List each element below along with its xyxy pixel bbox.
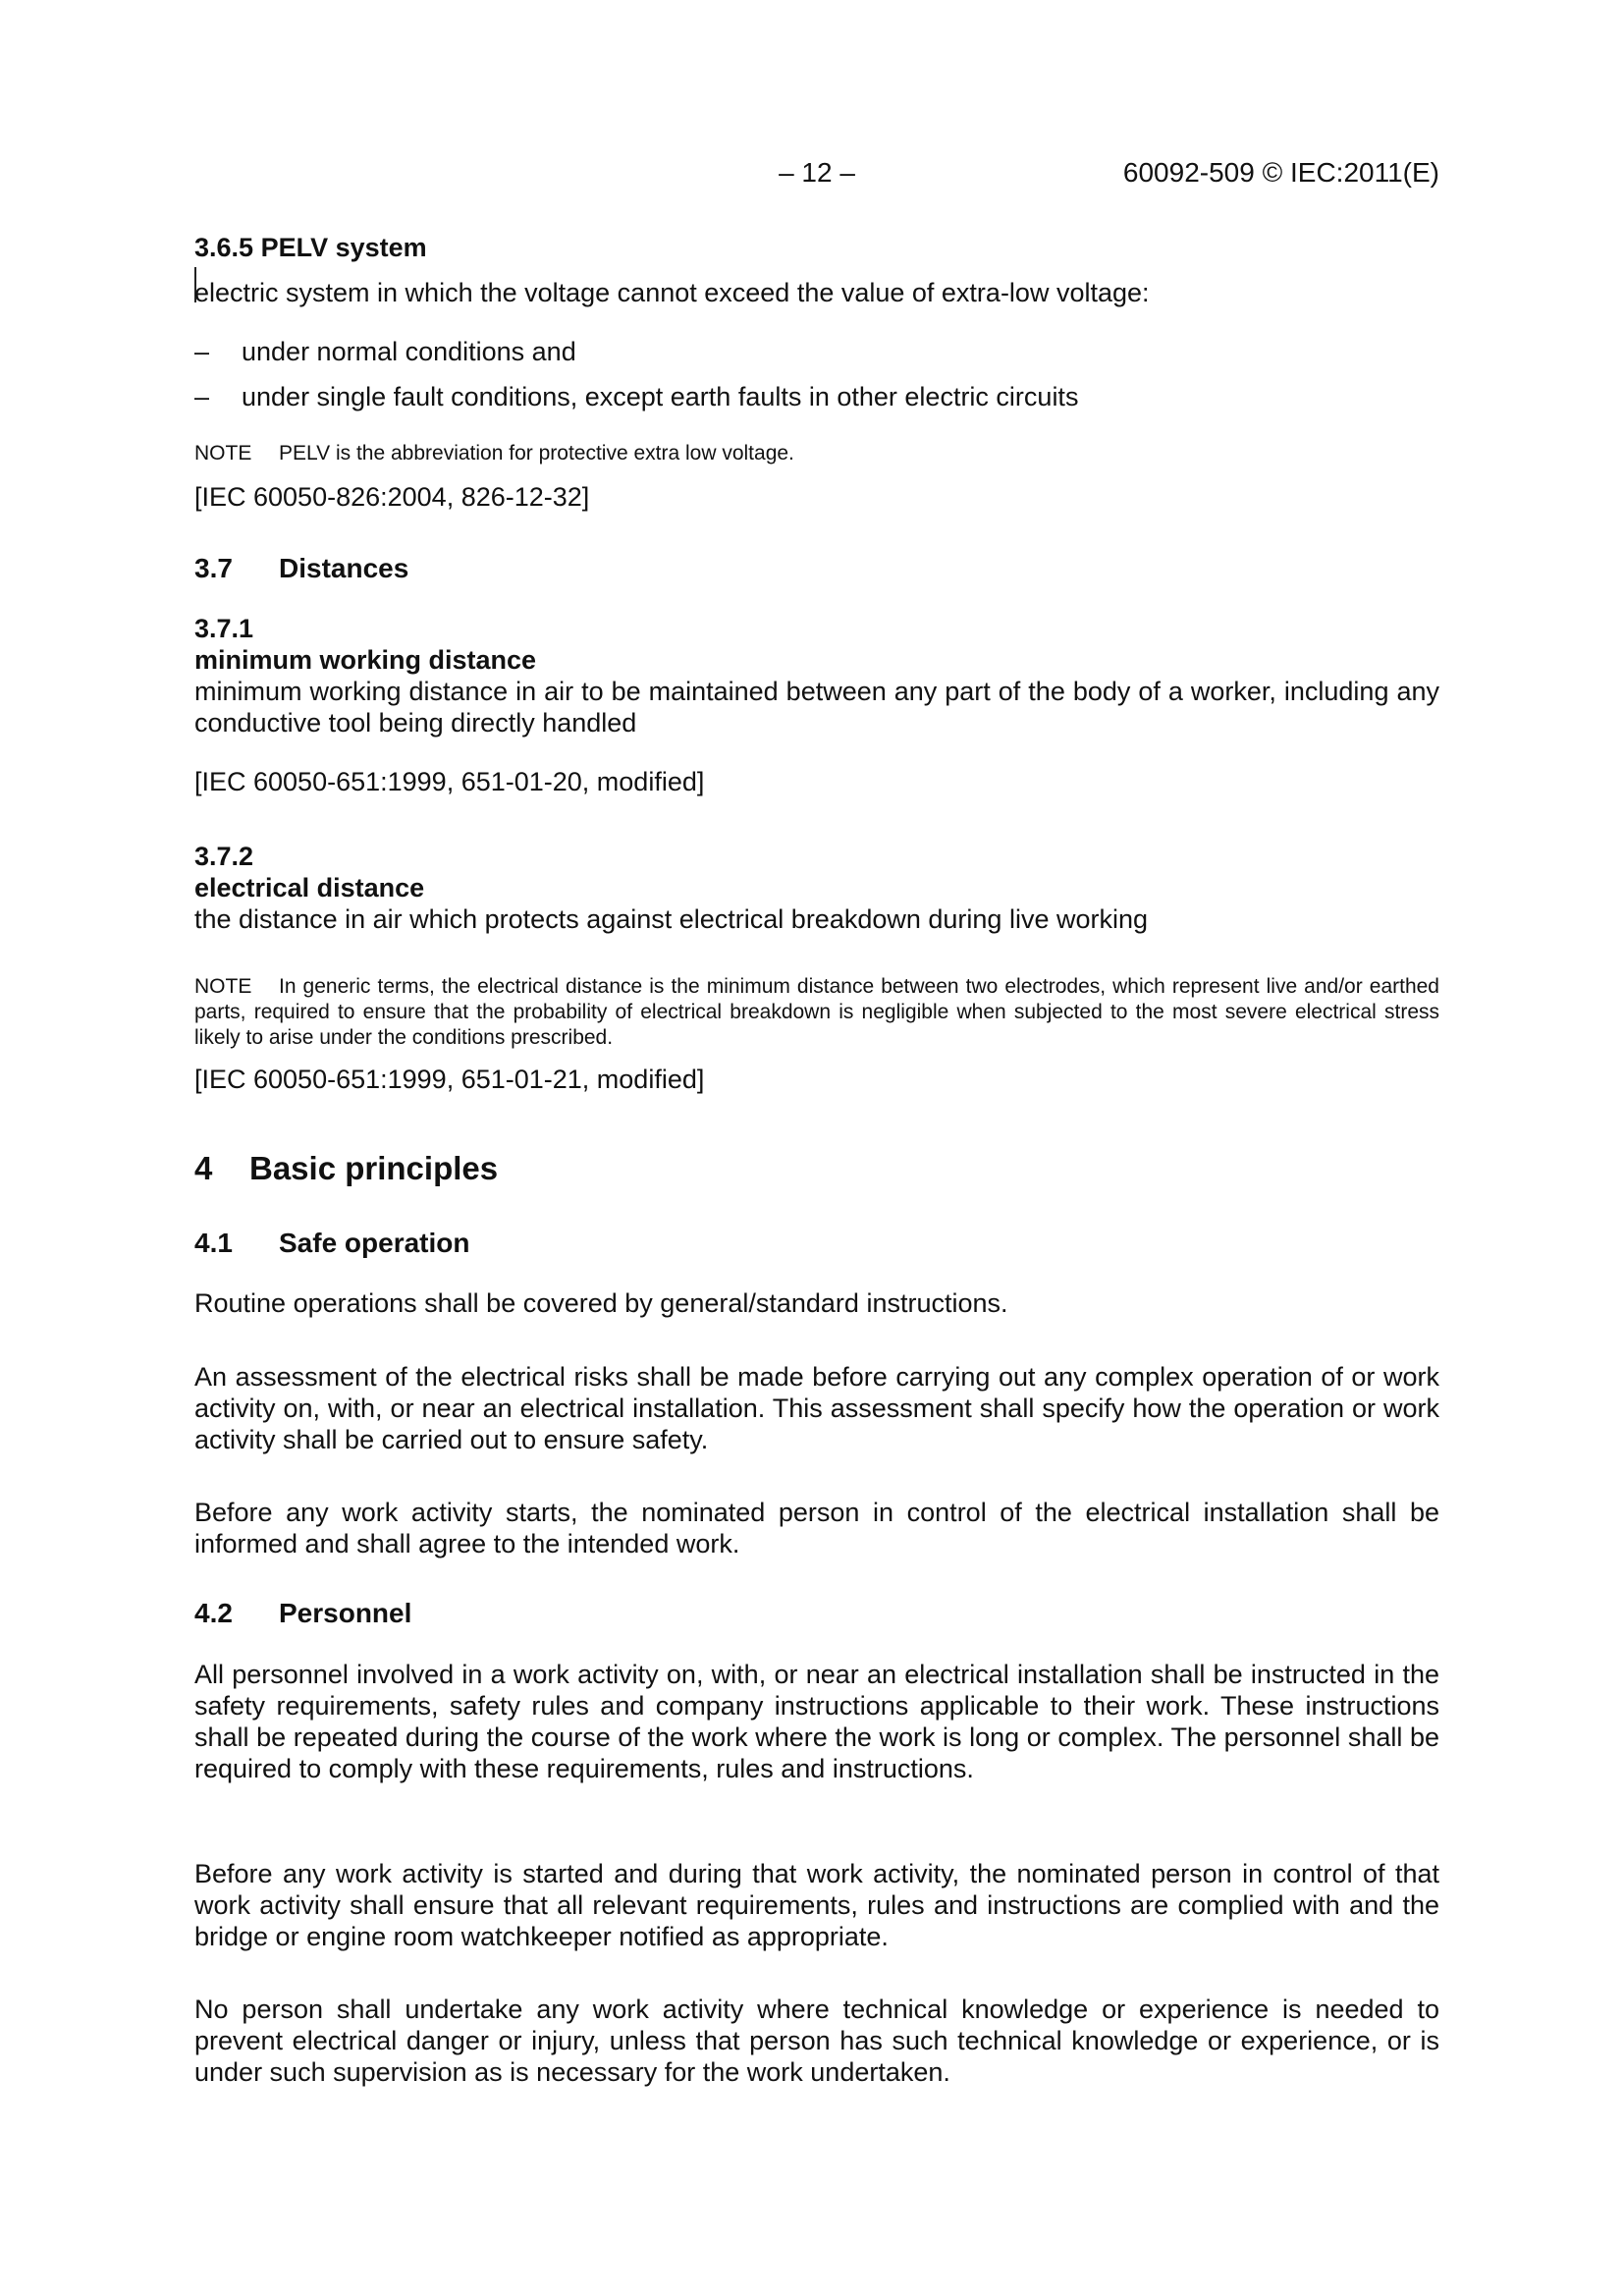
clause-number: 4.1: [194, 1228, 233, 1258]
list-item-text: under normal conditions and: [242, 337, 576, 366]
clause-number: 3.6.5: [194, 233, 254, 262]
clause-number: 4.2: [194, 1598, 233, 1628]
note-label: NOTE: [194, 442, 252, 465]
note-text: In generic terms, the electrical distance is the minimum distance between two electrodes, which represent live and/or earthed parts, required to ensure that the probability of electrical breakdown is negligible when subjected to the most severe electrical stress likely to arise under the conditions prescribed.: [194, 975, 1439, 1049]
clause-title: Distances: [279, 553, 409, 583]
clause-number: 3.7: [194, 553, 233, 583]
definition-text: the distance in air which protects against electrical breakdown during live working: [194, 904, 1148, 934]
document-page: [194, 0, 1439, 2296]
list-item-text: under single fault conditions, except earth faults in other electric circuits: [242, 382, 1079, 411]
paragraph: No person shall undertake any work activity where technical knowledge or experience is needed to prevent electrical danger or injury, unless that person has such technical knowledge or experience, or is under such supervision as is necessary for the work undertaken.: [194, 1995, 1439, 2087]
term: minimum working distance: [194, 645, 537, 675]
clause-title: PELV system: [260, 233, 427, 262]
note-label: NOTE: [194, 975, 252, 998]
paragraph: Before any work activity is started and during that work activity, the nominated person in control of that work activity shall ensure that all relevant requirements, rules and instructions are complied with and the bridge or engine room watchkeeper notified as appropriate.: [194, 1859, 1439, 1951]
paragraph: An assessment of the electrical risks shall be made before carrying out any complex operation of or work activity on, with, or near an electrical installation. This assessment shall specify how the operation or work activity shall be carried out to ensure safety.: [194, 1362, 1439, 1454]
clause-number-3-7-2: 3.7.2: [194, 842, 254, 871]
list-item: – under single fault conditions, except earth faults in other electric circuits: [194, 382, 1079, 411]
paragraph: Routine operations shall be covered by general/standard instructions.: [194, 1288, 1008, 1318]
note-text: PELV is the abbreviation for protective extra low voltage.: [279, 442, 794, 465]
source-reference: [IEC 60050-651:1999, 651-01-20, modified]: [194, 767, 705, 796]
source-reference: [IEC 60050-826:2004, 826-12-32]: [194, 482, 590, 512]
paragraph: All personnel involved in a work activity on, with, or near an electrical installation shall be instructed in the safety requirements, safety rules and company instructions applicable to their work. These instructions shall be repeated during the course of the work where the work is long or complex. The personnel shall be required to comply with these requirements, rules and instructions.: [194, 1660, 1439, 1783]
clause-title: Personnel: [279, 1598, 412, 1628]
document-id: 60092-509 © IEC:2011(E): [1122, 157, 1439, 188]
definition-text: electric system in which the voltage cannot exceed the value of extra-low voltage:: [194, 278, 1150, 307]
clause-number-3-7-1: 3.7.1: [194, 614, 254, 643]
clause-title: Safe operation: [279, 1228, 470, 1258]
section-title: Basic principles: [249, 1150, 499, 1186]
section-heading-4: [194, 1149, 1439, 1188]
section-number: 4: [194, 1150, 213, 1186]
term: electrical distance: [194, 873, 425, 902]
clause-heading-4-2: [194, 1597, 1439, 1630]
clause-heading-4-1: [194, 1227, 1439, 1260]
clause-heading-3-6-5: [194, 232, 1439, 263]
definition-text: minimum working distance in air to be maintained between any part of the body of a worker, including any conductive tool being directly handled: [194, 677, 1439, 738]
page-header: [194, 157, 1439, 196]
paragraph: Before any work activity starts, the nominated person in control of the electrical installation shall be informed and shall agree to the intended work.: [194, 1498, 1439, 1558]
page-number: – 12 –: [779, 157, 855, 188]
note: [194, 441, 1439, 466]
list-item: – under normal conditions and: [194, 337, 576, 366]
clause-heading-3-7: [194, 552, 1439, 585]
note: [194, 974, 1439, 1051]
source-reference: [IEC 60050-651:1999, 651-01-21, modified]: [194, 1065, 705, 1094]
